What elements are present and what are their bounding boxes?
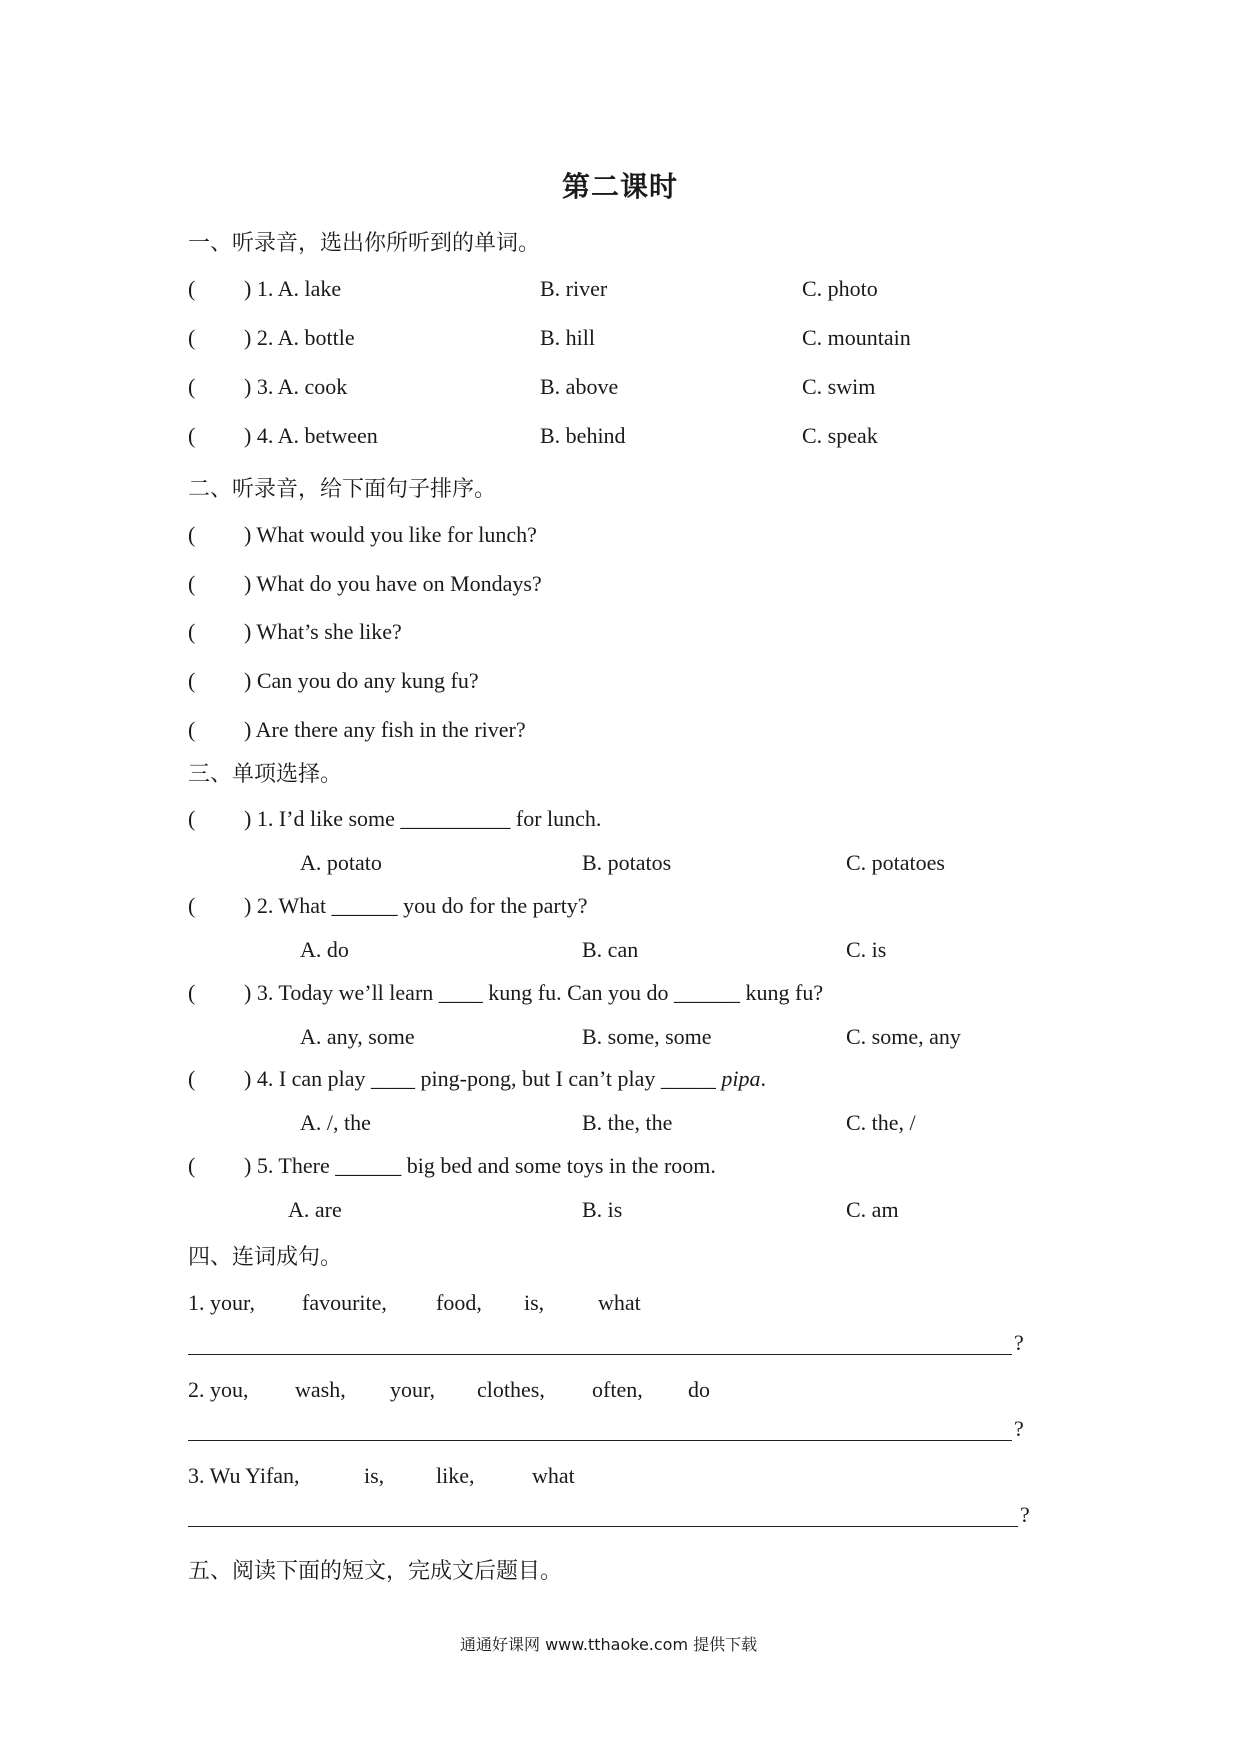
option-a: A. potato bbox=[300, 850, 382, 875]
question-text-post: . bbox=[760, 1066, 767, 1091]
word: what bbox=[598, 1290, 641, 1315]
question-text: ) 3. A. cook bbox=[244, 374, 348, 399]
answer-paren[interactable]: ( bbox=[188, 374, 196, 399]
footer-credit: 通通好课网 www.tthaoke.com 提供下载 bbox=[460, 1635, 758, 1654]
section1-heading: 一、听录音，选出你所听到的单词。 bbox=[188, 231, 541, 256]
question-text: ) 4. A. between bbox=[244, 423, 378, 448]
question-text-pre: ) 4. I can play ____ ping-pong, but I can’t play _____ bbox=[244, 1066, 722, 1091]
option-c: C. photo bbox=[802, 276, 878, 301]
question-text bbox=[244, 1066, 766, 1092]
word: clothes, bbox=[477, 1377, 545, 1402]
answer-paren[interactable]: ( bbox=[188, 806, 196, 831]
question-mark: ? bbox=[1020, 1502, 1030, 1527]
word: what bbox=[532, 1463, 575, 1488]
option-b: B. hill bbox=[540, 325, 596, 350]
answer-paren[interactable]: ( bbox=[188, 276, 196, 301]
option-b: B. behind bbox=[540, 423, 626, 448]
word: often, bbox=[592, 1377, 643, 1402]
word: is, bbox=[364, 1463, 385, 1488]
answer-paren[interactable]: ( bbox=[188, 717, 196, 742]
sentence-text: ) Are there any fish in the river? bbox=[244, 717, 526, 742]
option-b: B. some, some bbox=[582, 1024, 712, 1049]
question-text: ) 3. Today we’ll learn ____ kung fu. Can you do ______ kung fu? bbox=[244, 980, 824, 1005]
option-b: B. river bbox=[540, 276, 608, 301]
sentence-text: ) What would you like for lunch? bbox=[244, 522, 537, 547]
word: do bbox=[688, 1377, 710, 1402]
section5-heading: 五、阅读下面的短文，完成文后题目。 bbox=[188, 1559, 563, 1584]
word: 2. you, bbox=[188, 1377, 249, 1402]
answer-line[interactable] bbox=[188, 1526, 1018, 1527]
question-text-italic: pipa bbox=[721, 1066, 761, 1091]
answer-paren[interactable]: ( bbox=[188, 325, 196, 350]
section2-heading: 二、听录音，给下面句子排序。 bbox=[188, 477, 497, 502]
option-a: A. are bbox=[288, 1197, 342, 1222]
question-text: ) 2. What ______ you do for the party? bbox=[244, 893, 588, 918]
option-b: B. is bbox=[582, 1197, 623, 1222]
option-b: B. potatos bbox=[582, 850, 672, 875]
answer-paren[interactable]: ( bbox=[188, 522, 196, 547]
sentence-text: ) Can you do any kung fu? bbox=[244, 668, 479, 693]
question-text: ) 1. I’d like some __________ for lunch. bbox=[244, 806, 602, 831]
word: like, bbox=[436, 1463, 475, 1488]
option-c: C. the, / bbox=[846, 1110, 916, 1135]
option-c: C. is bbox=[846, 937, 887, 962]
word: 1. your, bbox=[188, 1290, 255, 1315]
option-c: C. some, any bbox=[846, 1024, 961, 1049]
question-mark: ? bbox=[1014, 1330, 1024, 1355]
question-text: ) 1. A. lake bbox=[244, 276, 342, 301]
answer-line[interactable] bbox=[188, 1440, 1012, 1441]
word: 3. Wu Yifan, bbox=[188, 1463, 300, 1488]
answer-paren[interactable]: ( bbox=[188, 1153, 196, 1178]
option-c: C. swim bbox=[802, 374, 876, 399]
question-mark: ? bbox=[1014, 1416, 1024, 1441]
answer-line[interactable] bbox=[188, 1354, 1012, 1355]
option-c: C. am bbox=[846, 1197, 899, 1222]
option-b: B. above bbox=[540, 374, 619, 399]
word: your, bbox=[390, 1377, 435, 1402]
word: favourite, bbox=[302, 1290, 387, 1315]
question-text: ) 5. There ______ big bed and some toys in the room. bbox=[244, 1153, 716, 1178]
option-c: C. potatoes bbox=[846, 850, 945, 875]
option-a: A. any, some bbox=[300, 1024, 415, 1049]
option-b: B. the, the bbox=[582, 1110, 673, 1135]
word: food, bbox=[436, 1290, 482, 1315]
option-c: C. mountain bbox=[802, 325, 911, 350]
word: wash, bbox=[295, 1377, 346, 1402]
word: is, bbox=[524, 1290, 545, 1315]
question-text: ) 2. A. bottle bbox=[244, 325, 355, 350]
option-a: A. do bbox=[300, 937, 349, 962]
answer-paren[interactable]: ( bbox=[188, 893, 196, 918]
section3-heading: 三、单项选择。 bbox=[188, 762, 343, 787]
option-a: A. /, the bbox=[300, 1110, 371, 1135]
answer-paren[interactable]: ( bbox=[188, 619, 196, 644]
answer-paren[interactable]: ( bbox=[188, 423, 196, 448]
answer-paren[interactable]: ( bbox=[188, 1066, 196, 1091]
section4-heading: 四、连词成句。 bbox=[188, 1245, 343, 1270]
page-title: 第二课时 bbox=[562, 170, 679, 203]
sentence-text: ) What’s she like? bbox=[244, 619, 402, 644]
answer-paren[interactable]: ( bbox=[188, 571, 196, 596]
option-c: C. speak bbox=[802, 423, 878, 448]
option-b: B. can bbox=[582, 937, 639, 962]
sentence-text: ) What do you have on Mondays? bbox=[244, 571, 542, 596]
answer-paren[interactable]: ( bbox=[188, 668, 196, 693]
answer-paren[interactable]: ( bbox=[188, 980, 196, 1005]
